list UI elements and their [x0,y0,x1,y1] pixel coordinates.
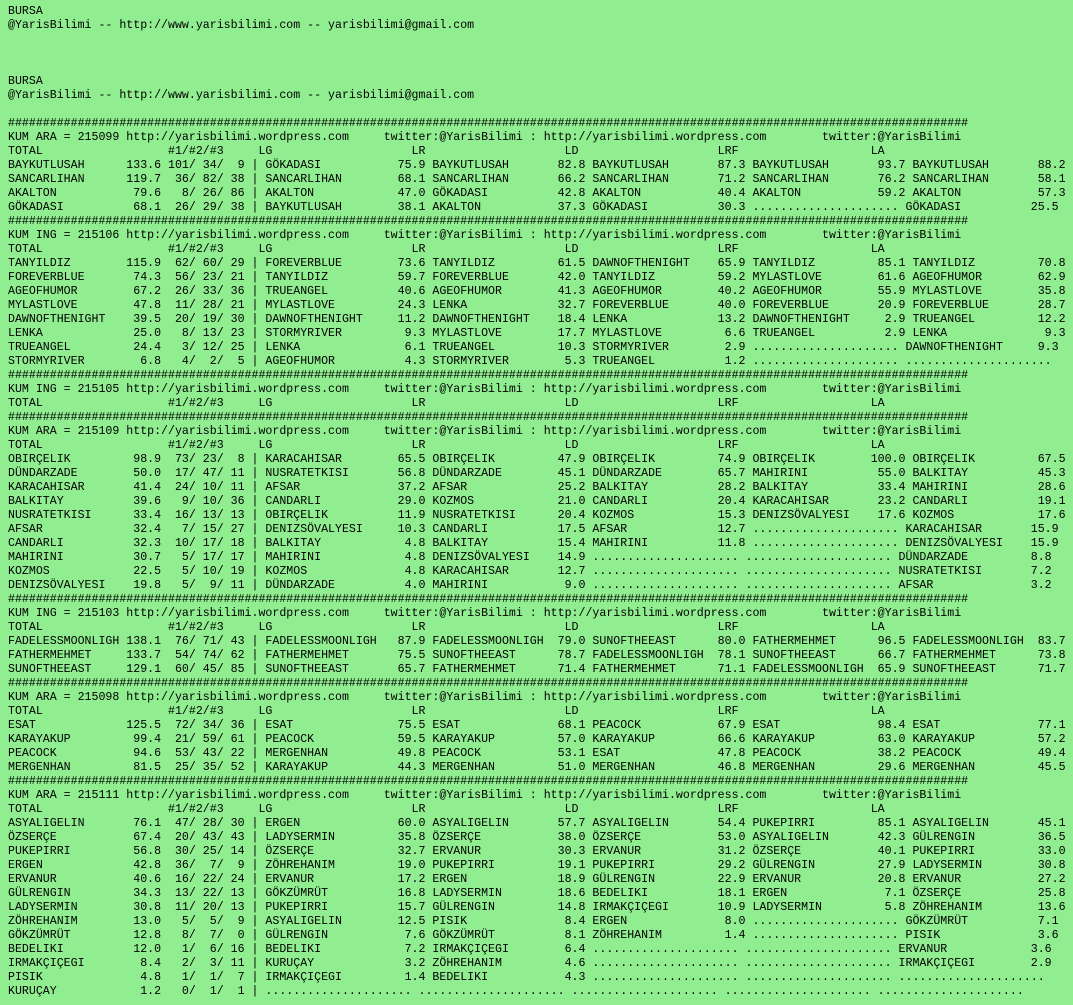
race-header-line: KUM ARA = 215099 http://yarisbilimi.wordpress.com twitter:@YarisBilimi : http://yarisbilimi.wordpress.com twitter:@YarisBilimi [8,131,962,144]
blank-line [8,61,1073,75]
data-row: NUSRATETKISI 33.4 16/ 13/ 13 | OBIRÇELIK 11.9 NUSRATETKISI 20.4 KOZMOS 15.3 DENIZSÖVALYESI 17.6 KOZMOS 17.6 [8,509,1066,522]
column-header-line: TOTAL #1/#2/#3 LG LR LD LRF LA [8,705,885,718]
data-row: AKALTON 79.6 8/ 26/ 86 | AKALTON 47.0 GÖKADASI 42.8 AKALTON 40.4 AKALTON 59.2 AKALTON 57.3 [8,187,1066,200]
data-row: STORMYRIVER 6.8 4/ 2/ 5 | AGEOFHUMOR 4.3 STORMYRIVER 5.3 TRUEANGEL 1.2 ..................... ..................... [8,355,1052,368]
data-row: BALKITAY 39.6 9/ 10/ 36 | CANDARLI 29.0 KOZMOS 21.0 CANDARLI 20.4 KARACAHISAR 23.2 CANDARLI 19.1 [8,495,1066,508]
data-row: OBIRÇELIK 98.9 73/ 23/ 8 | KARACAHISAR 65.5 OBIRÇELIK 47.9 OBIRÇELIK 74.9 OBIRÇELIK 100.0 OBIRÇELIK 67.5 [8,453,1066,466]
data-row: ERVANUR 40.6 16/ 22/ 24 | ERVANUR 17.2 ERGEN 18.9 GÜLRENGIN 22.9 ERVANUR 20.8 ERVANUR 27.2 [8,873,1066,886]
data-row: KOZMOS 22.5 5/ 10/ 19 | KOZMOS 4.8 KARACAHISAR 12.7 ..................... ..................... NUSRATETKISI 7.2 [8,565,1052,578]
race-header-line: KUM ARA = 215098 http://yarisbilimi.wordpress.com twitter:@YarisBilimi : http://yarisbilimi.wordpress.com twitter:@YarisBilimi [8,691,962,704]
data-row: ÖZSERÇE 67.4 20/ 43/ 43 | LADYSERMIN 35.8 ÖZSERÇE 38.0 ÖZSERÇE 53.0 ASYALIGELIN 42.3 GÜLRENGIN 36.5 [8,831,1066,844]
data-row: DÜNDARZADE 50.0 17/ 47/ 11 | NUSRATETKISI 56.8 DÜNDARZADE 45.1 DÜNDARZADE 65.7 MAHIRINI 55.0 BALKITAY 45.3 [8,467,1066,480]
data-row: FATHERMEHMET 133.7 54/ 74/ 62 | FATHERMEHMET 75.5 SUNOFTHEEAST 78.7 FADELESSMOONLIGH 78.1 SUNOFTHEEAST 66.7 FATHERMEHMET 73.8 [8,649,1066,662]
data-row: TRUEANGEL 24.4 3/ 12/ 25 | LENKA 6.1 TRUEANGEL 10.3 STORMYRIVER 2.9 ..................... DAWNOFTHENIGHT 9.3 [8,341,1059,354]
separator-line: ########################################################################################################################################## [8,411,969,424]
city-title: BURSA [8,75,43,88]
data-row: DENIZSÖVALYESI 19.8 5/ 9/ 11 | DÜNDARZADE 4.0 MAHIRINI 9.0 ..................... ..................... AFSAR 3.2 [8,579,1052,592]
column-header-line: TOTAL #1/#2/#3 LG LR LD LRF LA [8,243,885,256]
race-header-line: KUM ING = 215103 http://yarisbilimi.wordpress.com twitter:@YarisBilimi : http://yarisbilimi.wordpress.com twitter:@YarisBilimi [8,607,962,620]
contact-line: @YarisBilimi -- http://www.yarisbilimi.com -- yarisbilimi@gmail.com [8,19,475,32]
data-row: LADYSERMIN 30.8 11/ 20/ 13 | PUKEPIRRI 15.7 GÜLRENGIN 14.8 IRMAKÇIÇEGI 10.9 LADYSERMIN 5.8 ZÖHREHANIM 13.6 [8,901,1066,914]
column-header-line: TOTAL #1/#2/#3 LG LR LD LRF LA [8,145,885,158]
data-row: TANYILDIZ 115.9 62/ 60/ 29 | FOREVERBLUE 73.6 TANYILDIZ 61.5 DAWNOFTHENIGHT 65.9 TANYILDIZ 85.1 TANYILDIZ 70.8 [8,257,1066,270]
data-row: DAWNOFTHENIGHT 39.5 20/ 19/ 30 | DAWNOFTHENIGHT 11.2 DAWNOFTHENIGHT 18.4 LENKA 13.2 DAWNOFTHENIGHT 2.9 TRUEANGEL 12.2 [8,313,1066,326]
data-row: ZÖHREHANIM 13.0 5/ 5/ 9 | ASYALIGELIN 12.5 PISIK 8.4 ERGEN 8.0 ..................... GÖKZÜMRÜT 7.1 [8,915,1059,928]
data-row: PUKEPIRRI 56.8 30/ 25/ 14 | ÖZSERÇE 32.7 ERVANUR 30.3 ERVANUR 31.2 ÖZSERÇE 40.1 PUKEPIRRI 33.0 [8,845,1066,858]
data-row: SUNOFTHEEAST 129.1 60/ 45/ 85 | SUNOFTHEEAST 65.7 FATHERMEHMET 71.4 FATHERMEHMET 71.1 FADELESSMOONLIGH 65.9 SUNOFTHEEAST 71.7 [8,663,1066,676]
data-row: PISIK 4.8 1/ 1/ 7 | IRMAKÇIÇEGI 1.4 BEDELIKI 4.3 ..................... ..................... ..................... [8,971,1045,984]
contact-line: @YarisBilimi -- http://www.yarisbilimi.com -- yarisbilimi@gmail.com [8,89,475,102]
separator-line: ########################################################################################################################################## [8,117,969,130]
data-row: IRMAKÇIÇEGI 8.4 2/ 3/ 11 | KURUÇAY 3.2 ZÖHREHANIM 4.6 ..................... ..................... IRMAKÇIÇEGI 2.9 [8,957,1052,970]
data-row: MYLASTLOVE 47.8 11/ 28/ 21 | MYLASTLOVE 24.3 LENKA 32.7 FOREVERBLUE 40.0 FOREVERBLUE 20.9 FOREVERBLUE 28.7 [8,299,1066,312]
column-header-line: TOTAL #1/#2/#3 LG LR LD LRF LA [8,439,885,452]
column-header-line: TOTAL #1/#2/#3 LG LR LD LRF LA [8,803,885,816]
blank-line [8,33,1073,47]
data-row: MAHIRINI 30.7 5/ 17/ 17 | MAHIRINI 4.8 DENIZSÖVALYESI 14.9 ..................... ..................... DÜNDARZADE 8.8 [8,551,1052,564]
column-header-line: TOTAL #1/#2/#3 LG LR LD LRF LA [8,397,885,410]
data-row: FOREVERBLUE 74.3 56/ 23/ 21 | TANYILDIZ 59.7 FOREVERBLUE 42.0 TANYILDIZ 59.2 MYLASTLOVE 61.6 AGEOFHUMOR 62.9 [8,271,1066,284]
data-row: BEDELIKI 12.0 1/ 6/ 16 | BEDELIKI 7.2 IRMAKÇIÇEGI 6.4 ..................... ..................... ERVANUR 3.6 [8,943,1052,956]
race-header-line: KUM ING = 215105 http://yarisbilimi.wordpress.com twitter:@YarisBilimi : http://yarisbilimi.wordpress.com twitter:@YarisBilimi [8,383,962,396]
data-row: GÖKZÜMRÜT 12.8 8/ 7/ 0 | GÜLRENGIN 7.6 GÖKZÜMRÜT 8.1 ZÖHREHANIM 1.4 ..................... PISIK 3.6 [8,929,1059,942]
separator-line: ########################################################################################################################################## [8,593,969,606]
data-row: ESAT 125.5 72/ 34/ 36 | ESAT 75.5 ESAT 68.1 PEACOCK 67.9 ESAT 98.4 ESAT 77.1 [8,719,1066,732]
data-row: FADELESSMOONLIGH 138.1 76/ 71/ 43 | FADELESSMOONLIGH 87.9 FADELESSMOONLIGH 79.0 SUNOFTHEEAST 80.0 FATHERMEHMET 96.5 FADELESSMOONLIGH 83.7 [8,635,1066,648]
city-title: BURSA [8,5,43,18]
data-row: PEACOCK 94.6 53/ 43/ 22 | MERGENHAN 49.8 PEACOCK 53.1 ESAT 47.8 PEACOCK 38.2 PEACOCK 49.4 [8,747,1066,760]
data-row: SANCARLIHAN 119.7 36/ 82/ 38 | SANCARLIHAN 68.1 SANCARLIHAN 66.2 SANCARLIHAN 71.2 SANCARLIHAN 76.2 SANCARLIHAN 58.1 [8,173,1066,186]
separator-line: ########################################################################################################################################## [8,677,969,690]
data-row: LENKA 25.0 8/ 13/ 23 | STORMYRIVER 9.3 MYLASTLOVE 17.7 MYLASTLOVE 6.6 TRUEANGEL 2.9 LENKA 9.3 [8,327,1066,340]
data-row: ERGEN 42.8 36/ 7/ 9 | ZÖHREHANIM 19.0 PUKEPIRRI 19.1 PUKEPIRRI 29.2 GÜLRENGIN 27.9 LADYSERMIN 30.8 [8,859,1066,872]
column-header-line: TOTAL #1/#2/#3 LG LR LD LRF LA [8,621,885,634]
data-row: KARACAHISAR 41.4 24/ 10/ 11 | AFSAR 37.2 AFSAR 25.2 BALKITAY 28.2 BALKITAY 33.4 MAHIRINI 28.6 [8,481,1066,494]
data-row: GÖKADASI 68.1 26/ 29/ 38 | BAYKUTLUSAH 38.1 AKALTON 37.3 GÖKADASI 30.3 ..................... GÖKADASI 25.5 [8,201,1059,214]
race-header-line: KUM ING = 215106 http://yarisbilimi.wordpress.com twitter:@YarisBilimi : http://yarisbilimi.wordpress.com twitter:@YarisBilimi [8,229,962,242]
separator-line: ########################################################################################################################################## [8,369,969,382]
data-row: MERGENHAN 81.5 25/ 35/ 52 | KARAYAKUP 44.3 MERGENHAN 51.0 MERGENHAN 46.8 MERGENHAN 29.6 MERGENHAN 45.5 [8,761,1066,774]
data-row: KARAYAKUP 99.4 21/ 59/ 61 | PEACOCK 59.5 KARAYAKUP 57.0 KARAYAKUP 66.6 KARAYAKUP 63.0 KARAYAKUP 57.2 [8,733,1066,746]
blank-line [8,47,1073,61]
data-row: AFSAR 32.4 7/ 15/ 27 | DENIZSÖVALYESI 10.3 CANDARLI 17.5 AFSAR 12.7 ..................... KARACAHISAR 15.9 [8,523,1059,536]
data-row: GÜLRENGIN 34.3 13/ 22/ 13 | GÖKZÜMRÜT 16.8 LADYSERMIN 18.6 BEDELIKI 18.1 ERGEN 7.1 ÖZSERÇE 25.8 [8,887,1066,900]
race-header-line: KUM ARA = 215111 http://yarisbilimi.wordpress.com twitter:@YarisBilimi : http://yarisbilimi.wordpress.com twitter:@YarisBilimi [8,789,962,802]
separator-line: ########################################################################################################################################## [8,215,969,228]
data-row: CANDARLI 32.3 10/ 17/ 18 | BALKITAY 4.8 BALKITAY 15.4 MAHIRINI 11.8 ..................... DENIZSÖVALYESI 15.9 [8,537,1059,550]
separator-line: ########################################################################################################################################## [8,775,969,788]
data-row: ASYALIGELIN 76.1 47/ 28/ 30 | ERGEN 60.0 ASYALIGELIN 57.7 ASYALIGELIN 54.4 PUKEPIRRI 85.1 ASYALIGELIN 45.1 [8,817,1066,830]
data-row: BAYKUTLUSAH 133.6 101/ 34/ 9 | GÖKADASI 75.9 BAYKUTLUSAH 82.8 BAYKUTLUSAH 87.3 BAYKUTLUSAH 93.7 BAYKUTLUSAH 88.2 [8,159,1066,172]
data-row: AGEOFHUMOR 67.2 26/ 33/ 36 | TRUEANGEL 40.6 AGEOFHUMOR 41.3 AGEOFHUMOR 40.2 AGEOFHUMOR 55.9 MYLASTLOVE 35.8 [8,285,1066,298]
race-header-line: KUM ARA = 215109 http://yarisbilimi.wordpress.com twitter:@YarisBilimi : http://yarisbilimi.wordpress.com twitter:@YarisBilimi [8,425,962,438]
blank-line [8,103,1073,117]
data-row: KURUÇAY 1.2 0/ 1/ 1 | ..................... ..................... ..................... ..................... ..................... [8,985,1024,998]
